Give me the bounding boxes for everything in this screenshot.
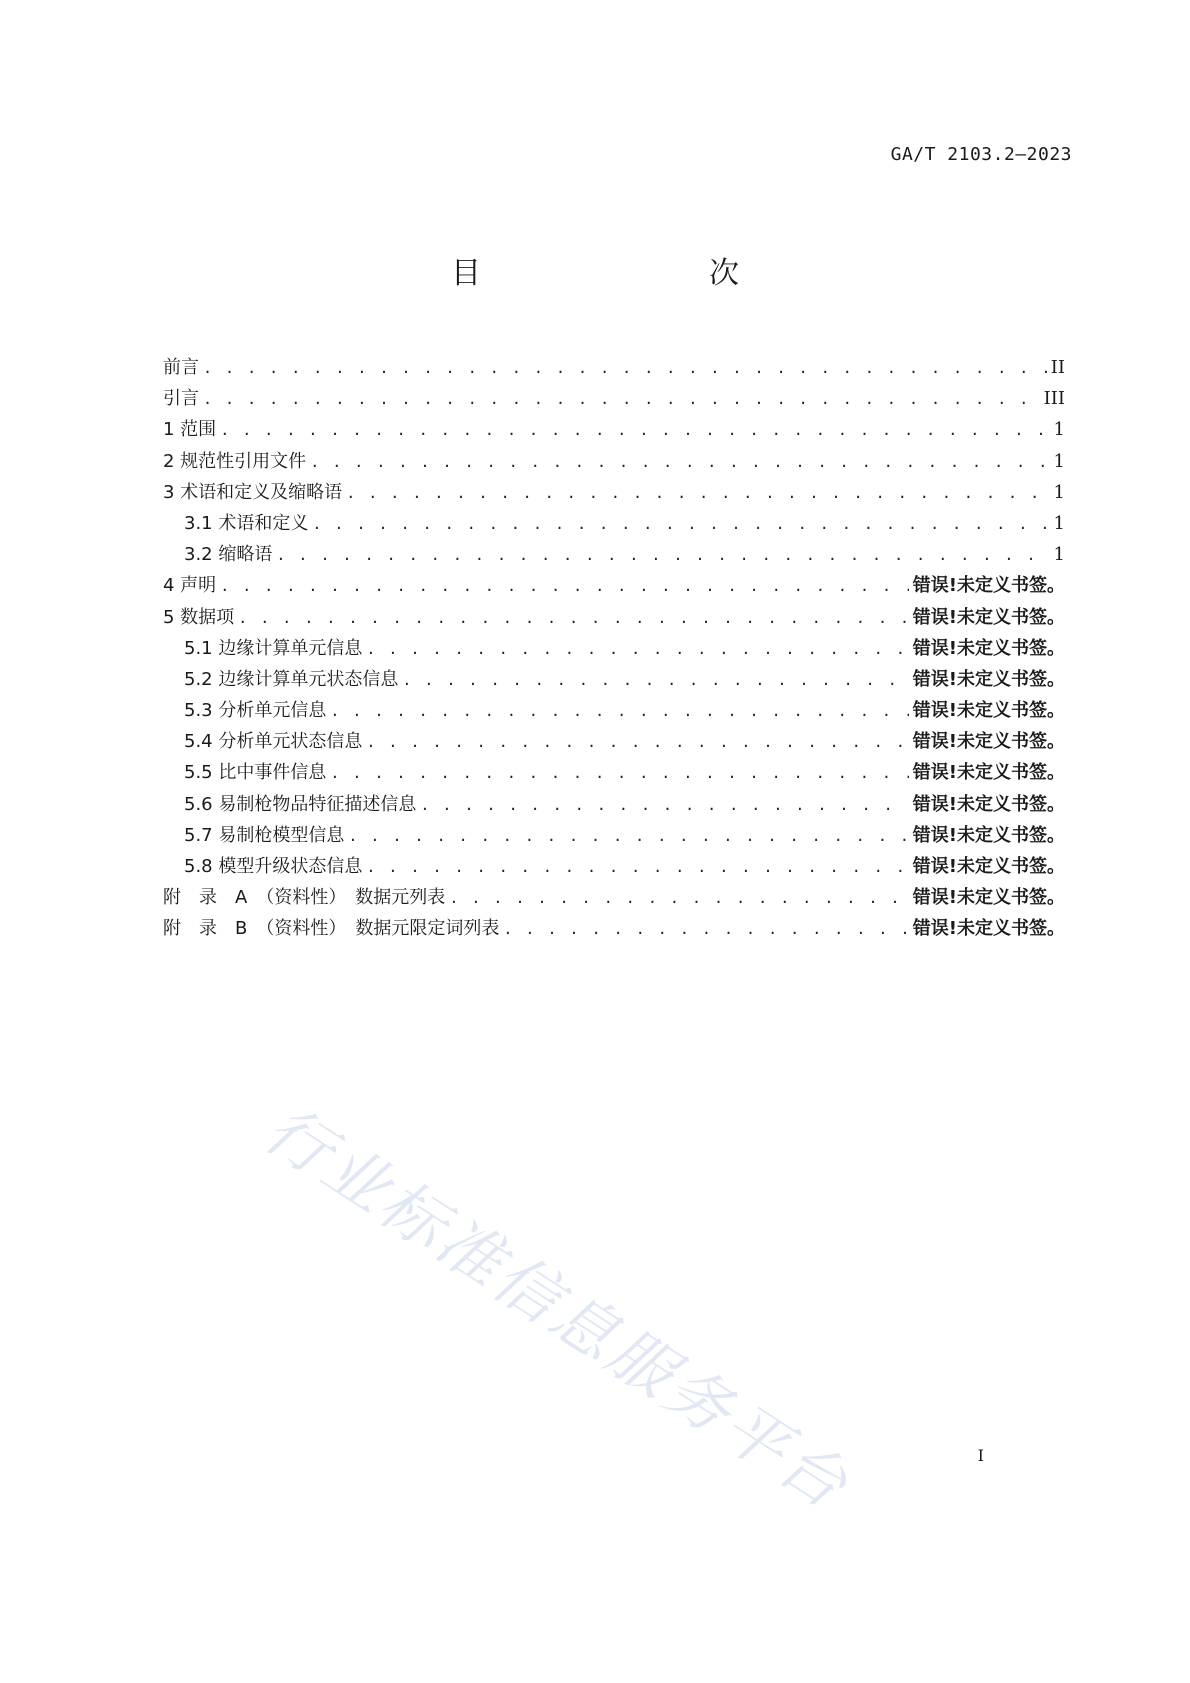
toc-entry-label: 3.2 缩略语 bbox=[184, 544, 273, 566]
toc-entry-page: 1 bbox=[1053, 512, 1065, 534]
toc-dot-leader bbox=[449, 883, 908, 914]
toc-entry[interactable] bbox=[163, 726, 1065, 757]
toc-entry[interactable] bbox=[163, 570, 1065, 601]
toc-entry-label: 5.2 边缘计算单元状态信息 bbox=[184, 668, 399, 690]
watermark: 行业标准信息服务平台 bbox=[251, 1092, 863, 1525]
toc-entry-label: 5.5 比中事件信息 bbox=[184, 762, 327, 784]
toc-entry-label: 5.7 易制枪模型信息 bbox=[184, 824, 345, 846]
toc-entry-page: 错误!未定义书签。 bbox=[912, 856, 1065, 877]
toc-entry-label: 引言 bbox=[163, 388, 199, 410]
toc-dot-leader bbox=[330, 758, 908, 789]
toc-entry-label: 5.8 模型升级状态信息 bbox=[184, 856, 363, 877]
toc-dot-leader bbox=[402, 665, 908, 696]
toc-entry-label: 附 录 B （资料性） 数据元限定词列表 bbox=[163, 918, 500, 940]
toc-entry-page: 1 bbox=[1053, 419, 1065, 441]
toc-entry-label: 5 数据项 bbox=[163, 606, 235, 628]
toc-entry[interactable] bbox=[163, 602, 1065, 633]
toc-dot-leader bbox=[366, 852, 908, 883]
toc-entry-page: 错误!未定义书签。 bbox=[912, 637, 1065, 659]
toc-dot-leader bbox=[238, 603, 909, 634]
toc-entry-label: 1 范围 bbox=[163, 419, 217, 441]
toc-dot-leader bbox=[220, 571, 909, 602]
toc-entry-page: 错误!未定义书签。 bbox=[912, 824, 1065, 846]
toc-entry[interactable] bbox=[163, 633, 1065, 664]
toc-entry[interactable] bbox=[163, 352, 1065, 383]
table-of-contents bbox=[163, 352, 1065, 945]
toc-dot-leader bbox=[503, 914, 908, 945]
toc-entry-page: III bbox=[1043, 388, 1065, 410]
toc-dot-leader bbox=[420, 790, 908, 821]
toc-entry[interactable] bbox=[163, 757, 1065, 788]
toc-entry[interactable] bbox=[163, 446, 1065, 477]
toc-entry[interactable] bbox=[163, 383, 1065, 414]
toc-entry-page: 错误!未定义书签。 bbox=[912, 575, 1065, 597]
toc-entry[interactable] bbox=[163, 664, 1065, 695]
toc-dot-leader bbox=[276, 540, 1049, 571]
toc-entry[interactable] bbox=[163, 508, 1065, 539]
toc-entry-label: 3 术语和定义及缩略语 bbox=[163, 481, 343, 503]
toc-entry-page: 错误!未定义书签。 bbox=[912, 668, 1065, 690]
toc-entry-page: 错误!未定义书签。 bbox=[912, 918, 1065, 940]
toc-entry-page: II bbox=[1050, 357, 1065, 378]
toc-entry-page: 错误!未定义书签。 bbox=[912, 606, 1065, 628]
toc-entry[interactable] bbox=[163, 851, 1065, 882]
toc-entry-page: 错误!未定义书签。 bbox=[912, 887, 1065, 909]
toc-dot-leader bbox=[312, 509, 1049, 540]
toc-dot-leader bbox=[203, 384, 1040, 415]
toc-entry-page: 1 bbox=[1053, 481, 1065, 503]
toc-entry-label: 2 规范性引用文件 bbox=[163, 450, 307, 472]
toc-entry-label: 前言 bbox=[163, 357, 199, 378]
toc-dot-leader bbox=[310, 447, 1049, 478]
toc-entry[interactable] bbox=[163, 414, 1065, 445]
toc-entry-page: 错误!未定义书签。 bbox=[912, 793, 1065, 815]
toc-dot-leader bbox=[203, 353, 1047, 384]
toc-entry-label: 3.1 术语和定义 bbox=[184, 512, 309, 534]
toc-dot-leader bbox=[330, 696, 908, 727]
toc-entry-label: 4 声明 bbox=[163, 575, 217, 597]
toc-entry-label: 5.1 边缘计算单元信息 bbox=[184, 637, 363, 659]
toc-entry-label: 附 录 A （资料性） 数据元列表 bbox=[163, 887, 446, 909]
page-number: I bbox=[977, 1446, 984, 1465]
toc-entry-page: 错误!未定义书签。 bbox=[912, 762, 1065, 784]
toc-title: 目 次 bbox=[451, 256, 795, 291]
toc-dot-leader bbox=[220, 415, 1049, 446]
toc-entry-page: 1 bbox=[1053, 450, 1065, 472]
toc-entry-page: 错误!未定义书签。 bbox=[912, 700, 1065, 722]
toc-entry-label: 5.4 分析单元状态信息 bbox=[184, 731, 363, 753]
document-code: GA/T 2103.2—2023 bbox=[890, 144, 1072, 165]
toc-entry[interactable] bbox=[163, 539, 1065, 570]
toc-entry-label: 5.3 分析单元信息 bbox=[184, 700, 327, 722]
toc-entry[interactable] bbox=[163, 477, 1065, 508]
toc-entry-label: 5.6 易制枪物品特征描述信息 bbox=[184, 793, 417, 815]
toc-entry[interactable] bbox=[163, 695, 1065, 726]
toc-dot-leader bbox=[366, 634, 908, 665]
toc-entry[interactable] bbox=[163, 882, 1065, 913]
toc-entry-page: 1 bbox=[1053, 544, 1065, 566]
toc-entry-page: 错误!未定义书签。 bbox=[912, 731, 1065, 753]
toc-entry[interactable] bbox=[163, 820, 1065, 851]
toc-dot-leader bbox=[366, 727, 908, 758]
toc-dot-leader bbox=[348, 821, 908, 852]
toc-dot-leader bbox=[346, 478, 1049, 509]
toc-entry[interactable] bbox=[163, 789, 1065, 820]
toc-entry[interactable] bbox=[163, 913, 1065, 944]
